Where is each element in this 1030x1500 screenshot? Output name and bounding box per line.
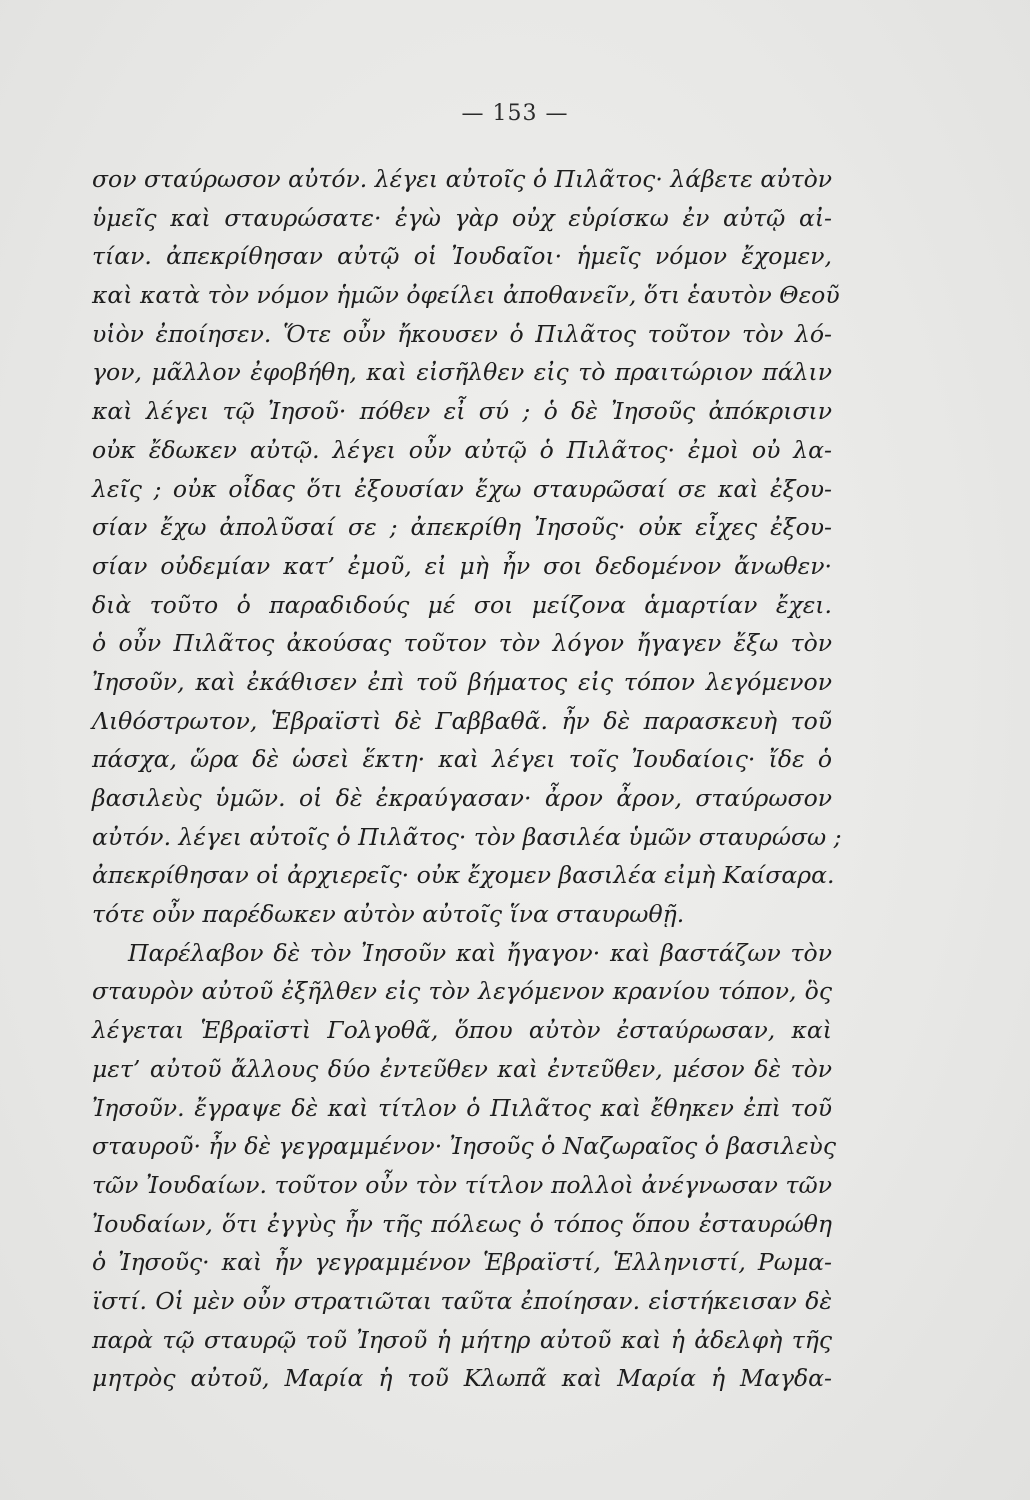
text-line: διὰ τοῦτο ὁ παραδιδούς μέ σοι μείζονα ἁμαρτίαν ἔχει. (92, 590, 832, 619)
text-line: Λιθόστρωτον, Ἑβραϊστὶ δὲ Γαββαθᾶ. ἦν δὲ παρασκευὴ τοῦ (92, 706, 832, 735)
text-line: αὐτόν. λέγει αὐτοῖς ὁ Πιλᾶτος· τὸν βασιλέα ὑμῶν σταυρώσω ; (92, 822, 842, 851)
text-line: λεῖς ; οὐκ οἶδας ὅτι ἐξουσίαν ἔχω σταυρῶσαί σε καὶ ἐξου- (92, 474, 832, 503)
text-line: λέγεται Ἑβραϊστὶ Γολγοθᾶ, ὅπου αὐτὸν ἐσταύρωσαν, καὶ (92, 1016, 832, 1045)
text-line: μετ’ αὐτοῦ ἄλλους δύο ἐντεῦθεν καὶ ἐντεῦθεν, μέσον δὲ τὸν (92, 1054, 832, 1083)
text-line: βασιλεὺς ὑμῶν. οἱ δὲ ἐκραύγασαν· ἆρον ἆρον, σταύρωσον (92, 784, 832, 812)
text-line: ὁ οὖν Πιλᾶτος ἀκούσας τοῦτον τὸν λόγον ἤγαγεν ἔξω τὸν (92, 629, 832, 658)
text-line: γον, μᾶλλον ἐφοβήθη, καὶ εἰσῆλθεν εἰς τὸ πραιτώριον πάλιν (92, 358, 832, 387)
text-line: σίαν ἔχω ἀπολῦσαί σε ; ἀπεκρίθη Ἰησοῦς· οὐκ εἶχες ἐξου- (92, 513, 832, 542)
paragraph-1 (92, 160, 842, 934)
page-number: — 153 — (461, 101, 569, 126)
text-line: σον σταύρωσον αὐτόν. λέγει αὐτοῖς ὁ Πιλᾶτος· λάβετε αὐτὸν (92, 165, 832, 193)
text-line: παρὰ τῷ σταυρῷ τοῦ Ἰησοῦ ἡ μήτηρ αὐτοῦ καὶ ἡ ἀδελφὴ τῆς (92, 1325, 832, 1354)
text-line: ὁ Ἰησοῦς· καὶ ἦν γεγραμμένον Ἑβραϊστί, Ἑλληνιστί, Ρωμα- (92, 1248, 832, 1277)
text-line: Ἰησοῦν, καὶ ἐκάθισεν ἐπὶ τοῦ βήματος εἰς τόπον λεγόμενον (92, 667, 832, 696)
text-line: πάσχα, ὥρα δὲ ὡσεὶ ἕκτη· καὶ λέγει τοῖς Ἰουδαίοις· ἴδε ὁ (92, 745, 832, 774)
text-line: σταυρὸν αὐτοῦ ἐξῆλθεν εἰς τὸν λεγόμενον κρανίου τόπον, ὃς (92, 977, 832, 1006)
text-line: ὑμεῖς καὶ σταυρώσατε· ἐγὼ γὰρ οὐχ εὑρίσκω ἐν αὐτῷ αἰ- (92, 203, 832, 232)
text-line: σίαν οὐδεμίαν κατ’ ἐμοῦ, εἰ μὴ ἦν σοι δεδομένον ἄνωθεν· (92, 551, 832, 580)
text-line: τότε οὖν παρέδωκεν αὐτὸν αὐτοῖς ἵνα σταυρωθῇ. (92, 900, 685, 929)
text-line: καὶ κατὰ τὸν νόμον ἡμῶν ὀφείλει ἀποθανεῖν, ὅτι ἑαυτὸν Θεοῦ (92, 281, 840, 310)
text-line: οὐκ ἔδωκεν αὐτῷ. λέγει οὖν αὐτῷ ὁ Πιλᾶτος· ἐμοὶ οὐ λα- (92, 435, 832, 464)
text-line: σταυροῦ· ἦν δὲ γεγραμμένον· Ἰησοῦς ὁ Ναζωραῖος ὁ βασιλεὺς (92, 1132, 836, 1161)
paragraph-2 (92, 934, 836, 1398)
text-line: καὶ λέγει τῷ Ἰησοῦ· πόθεν εἶ σύ ; ὁ δὲ Ἰησοῦς ἀπόκρισιν (92, 397, 832, 426)
text-line: μητρὸς αὐτοῦ, Μαρία ἡ τοῦ Κλωπᾶ καὶ Μαρία ἡ Μαγδα- (92, 1364, 832, 1393)
body-text (92, 160, 842, 1398)
text-line: υἱὸν ἐποίησεν. Ὅτε οὖν ἤκουσεν ὁ Πιλᾶτος τοῦτον τὸν λό- (92, 319, 832, 348)
text-line: τίαν. ἀπεκρίθησαν αὐτῷ οἱ Ἰουδαῖοι· ἡμεῖς νόμον ἔχομεν, (92, 242, 832, 271)
text-line: Ἰησοῦν. ἔγραψε δὲ καὶ τίτλον ὁ Πιλᾶτος καὶ ἔθηκεν ἐπὶ τοῦ (92, 1093, 832, 1122)
text-line: Παρέλαβον δὲ τὸν Ἰησοῦν καὶ ἤγαγον· καὶ βαστάζων τὸν (128, 938, 832, 967)
text-line: ἀπεκρίθησαν οἱ ἀρχιερεῖς· οὐκ ἔχομεν βασιλέα εἰμὴ Καίσαρα. (92, 861, 835, 890)
text-line: ϊστί. Οἱ μὲν οὖν στρατιῶται ταῦτα ἐποίησαν. εἱστήκεισαν δὲ (92, 1286, 832, 1315)
text-line: Ἰουδαίων, ὅτι ἐγγὺς ἦν τῆς πόλεως ὁ τόπος ὅπου ἐσταυρώθη (92, 1209, 832, 1238)
text-line: τῶν Ἰουδαίων. τοῦτον οὖν τὸν τίτλον πολλοὶ ἀνέγνωσαν τῶν (92, 1170, 832, 1199)
